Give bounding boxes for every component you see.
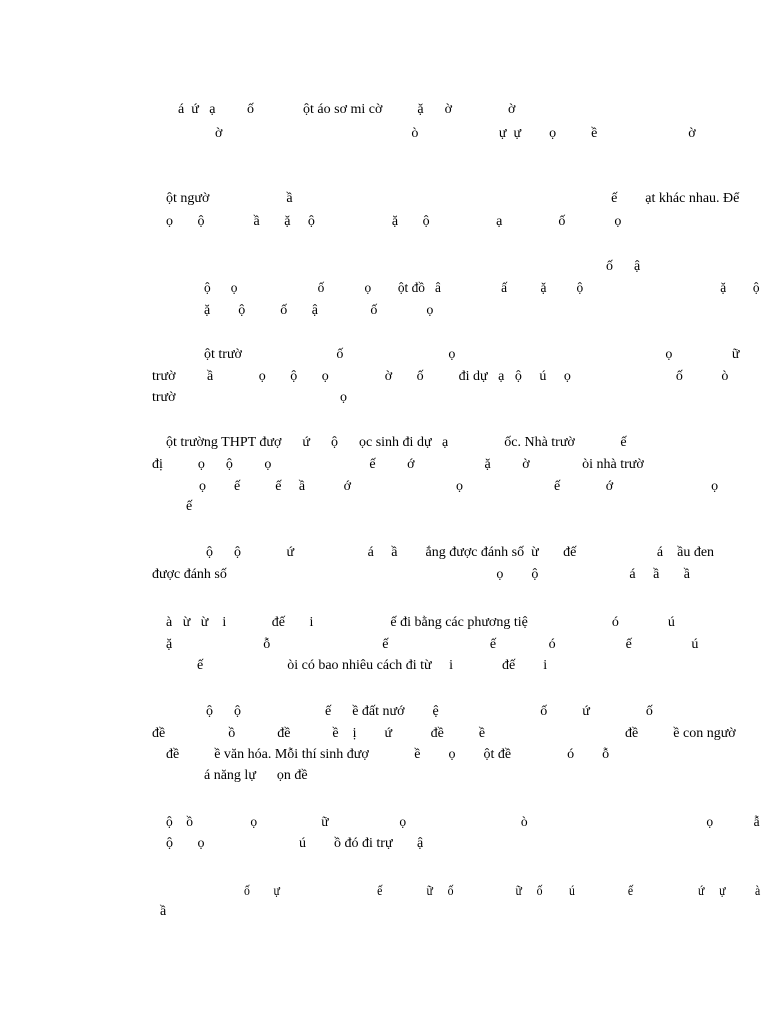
paragraph-line: đị ọ ộ ọ ế ớ ặ ờ òi nhà trườ	[152, 457, 644, 472]
paragraph-line: ột trườ ố ọ ọ ữ	[204, 347, 740, 362]
paragraph-line: ộ ộ ế ề đất nướ ệ ố ứ ố	[206, 704, 653, 719]
paragraph-line: ố ậ	[606, 259, 641, 274]
paragraph-line: ộ ọ ú ồ đó đi trự ậ	[166, 836, 424, 851]
paragraph-line: trườ ọ	[152, 390, 348, 405]
paragraph-line: ặ ỗ ế ế ó ế ú	[166, 637, 699, 652]
paragraph-line: ộ ộ ứ á ầ ắng được đánh số ừ đế á ầu đen	[206, 545, 715, 560]
paragraph-line: ầ	[160, 904, 167, 919]
paragraph-line: á ứ ạ ố ột áo sơ mi cờ ặ ờ ờ	[178, 102, 516, 117]
paragraph-line: à ừ ừ i đế i ế đi bằng các phương tiệ ó ú	[166, 615, 675, 630]
paragraph-line: ộ ọ ố ọ ột đồ â ấ ặ ộ ặ ộ	[204, 281, 760, 296]
paragraph-line: ố ự ế ữ ố ữ ố ú ế ứ ự à	[244, 884, 761, 899]
paragraph-line: ế	[186, 499, 193, 514]
paragraph-line: ờ ò ự ự ọ ề ờ	[215, 126, 696, 141]
paragraph-line: ột ngườ ầ ế ạt khác nhau. Để	[166, 191, 740, 206]
paragraph-line: ọ ế ế ầ ớ ọ ế ớ ọ	[199, 479, 719, 494]
paragraph-line: ế òi có bao nhiêu cách đi từ i đế i	[197, 658, 548, 673]
paragraph-line: trườ ầ ọ ộ ọ ờ ố đi dự ạ ộ ú ọ ố ò	[152, 369, 729, 384]
paragraph-line: ọ ộ ầ ặ ộ ặ ộ ạ ố ọ	[166, 214, 622, 229]
paragraph-line: đề ề văn hóa. Mỗi thí sinh đượ ề ọ ột đề ó ỗ	[166, 747, 610, 762]
paragraph-line: được đánh số ọ ộ á ầ ầ	[152, 567, 691, 582]
paragraph-line: đề ồ đề ề ị ứ đề ề đề ề con ngườ	[152, 726, 736, 741]
paragraph-line: ột trường THPT đượ ứ ộ ọc sinh đi dự ạ ốc. Nhà trườ ế	[166, 435, 627, 450]
paragraph-line: á năng lự ọn đề	[204, 768, 308, 783]
paragraph-line: ộ ồ ọ ữ ọ ò ọ ẫ	[166, 815, 760, 830]
paragraph-line: ặ ộ ố ậ ố ọ	[204, 303, 434, 318]
